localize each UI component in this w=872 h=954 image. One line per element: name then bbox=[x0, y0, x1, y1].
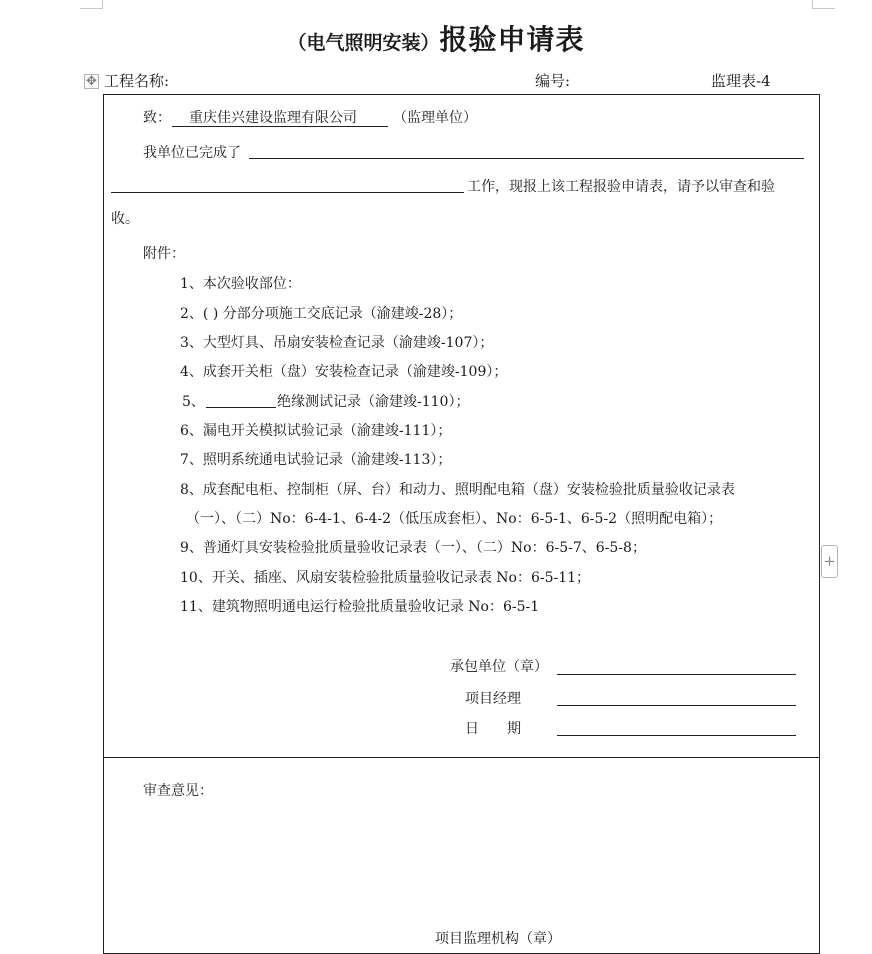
table-move-handle-icon[interactable]: ✥ bbox=[84, 74, 99, 89]
attachment-item: 8、成套配电柜、控制柜（屏、台）和动力、照明配电箱（盘）安装检验批质量验收记录表 bbox=[180, 482, 735, 498]
request-text: 工作，现报上该工程报验申请表，请予以审查和验 bbox=[467, 179, 775, 195]
to-label: 致： bbox=[143, 110, 171, 126]
completed-work-line[interactable] bbox=[249, 158, 804, 159]
attachment-item: 4、成套开关柜（盘）安装检查记录（渝建竣-109）； bbox=[180, 364, 508, 380]
attachment-item: 11、建筑物照明通电运行检验批质量验收记录 No：6-5-1 bbox=[180, 599, 540, 615]
review-opinion-label: 审查意见： bbox=[143, 783, 213, 799]
attachment-item: 绝缘测试记录（渝建竣-110）； bbox=[277, 394, 470, 410]
date-label: 日 期 bbox=[465, 721, 521, 737]
attachment-item: 7、照明系统通电试验记录（渝建竣-113）； bbox=[180, 452, 452, 468]
supervisor-company: 重庆佳兴建设监理有限公司 bbox=[189, 110, 357, 126]
attachments-label: 附件： bbox=[143, 246, 185, 262]
request-text-continued: 收。 bbox=[111, 211, 139, 227]
title-main: 报验申请表 bbox=[439, 23, 585, 56]
form-code: 监理表-4 bbox=[711, 72, 771, 90]
company-underline bbox=[172, 126, 388, 127]
attachment-item: 3、大型灯具、吊扇安装检查记录（渝建竣-107）； bbox=[180, 335, 494, 351]
contractor-label: 承包单位（章） bbox=[450, 659, 548, 675]
project-name-label: 工程名称: bbox=[104, 72, 170, 90]
attachment-item: 2、( ) 分部分项施工交底记录（渝建竣-28）； bbox=[180, 306, 463, 322]
attachment-item-number: 5、 bbox=[182, 394, 205, 410]
attachment-item-continued: （一）、（二）No：6-4-1、6-4-2（低压成套柜）、No：6-5-1、6-5-2（照明配电箱）； bbox=[186, 511, 723, 527]
attachment-item: 9、普通灯具安装检验批质量验收记录表（一）、（二）No：6-5-7、6-5-8； bbox=[180, 540, 646, 556]
page-corner-mark-right bbox=[812, 0, 835, 9]
manager-signature-line[interactable] bbox=[557, 705, 796, 706]
attachment-item: 1、本次验收部位： bbox=[180, 276, 301, 292]
page-corner-mark-left bbox=[80, 0, 103, 9]
supervision-org-label: 项目监理机构（章） bbox=[435, 931, 561, 947]
attachment-item: 10、开关、插座、风扇安装检验批质量验收记录表 No：6-5-11； bbox=[180, 570, 591, 586]
work-description-line[interactable] bbox=[111, 192, 464, 193]
document-title bbox=[0, 18, 872, 58]
manager-label: 项目经理 bbox=[465, 691, 521, 707]
test-type-blank-line[interactable] bbox=[206, 407, 276, 408]
add-row-plus-icon[interactable]: + bbox=[821, 545, 838, 578]
date-line[interactable] bbox=[557, 735, 796, 736]
contractor-signature-line[interactable] bbox=[557, 674, 796, 675]
attachment-item: 6、漏电开关模拟试验记录（渝建竣-111）； bbox=[180, 423, 452, 439]
completed-label: 我单位已完成了 bbox=[143, 145, 241, 161]
title-prefix: （电气照明安装） bbox=[287, 32, 440, 54]
supervisor-suffix: （监理单位） bbox=[393, 110, 477, 126]
section-divider bbox=[103, 757, 820, 758]
number-label: 编号: bbox=[535, 72, 571, 90]
